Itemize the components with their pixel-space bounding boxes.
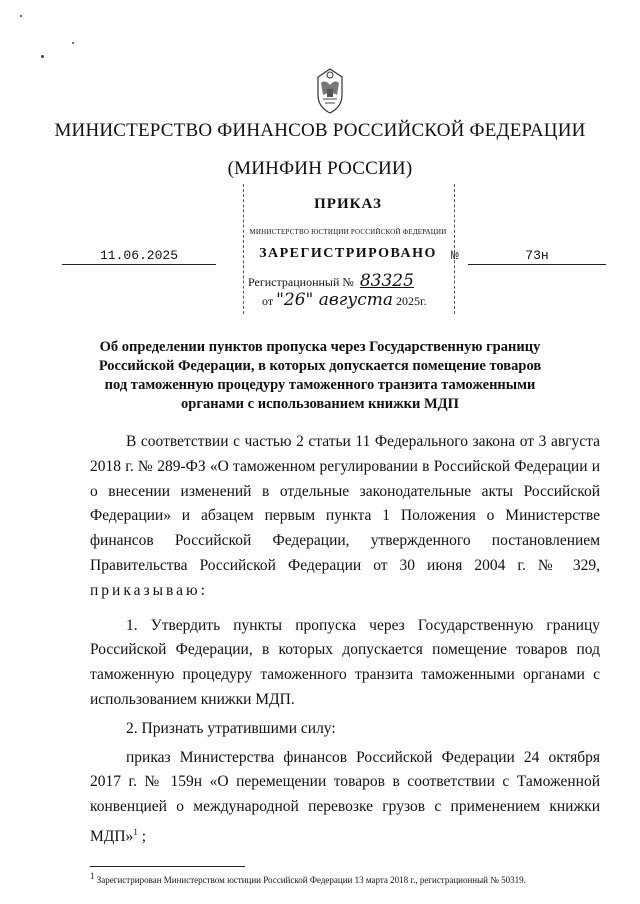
stamp-date-handwritten: "26" августа: [276, 290, 394, 310]
stamp-registration-line: [248, 271, 414, 291]
document-type: ПРИКАЗ: [314, 196, 382, 212]
document-date: 11.06.2025: [62, 248, 216, 265]
stamp-reg-number: 83325: [359, 271, 414, 291]
footnote: [90, 871, 620, 885]
footnote-ref: 1: [133, 826, 138, 837]
stamp-registered: ЗАРЕГИСТРИРОВАНО: [259, 246, 437, 261]
stamp-reg-label: Регистрационный №: [248, 275, 354, 289]
ministry-name: МИНИСТЕРСТВО ФИНАНСОВ РОССИЙСКОЙ ФЕДЕРАЦИИ: [54, 120, 586, 141]
item-2-text: [90, 746, 600, 850]
document-body: [90, 430, 600, 850]
number-label: №: [451, 248, 459, 263]
preamble-paragraph: [90, 430, 600, 604]
item-2-body: приказ Министерства финансов Российской Федерации 24 октября 2017 г. № 159н «О перемещении товаров в соответствии с Таможенной конвенцией о международной перевозке грузов с применением книжки МДП»: [90, 748, 600, 846]
footnote-mark: 1: [90, 871, 95, 881]
scan-speck: [72, 42, 74, 44]
document-title: Об определении пунктов пропуска через Государственную границу Российской Федерации, в которых допускается помещение товаров под таможенную процедуру таможенного транзита таможенными органами с использованием книжки МДП: [98, 339, 542, 412]
scan-speck: [41, 55, 44, 58]
order-word: приказываю:: [90, 581, 208, 599]
stamp-date-line: [262, 290, 427, 310]
stamp-year: 2025г.: [396, 294, 427, 308]
preamble-text: В соответствии с частью 2 статьи 11 Федерального закона от 3 августа 2018 г. № 289-ФЗ «О таможенном регулировании в Российской Федерации и о внесении изменений в отдельные законодательные акты Российской Федерации» и абзацем первым пункта 1 Положения о Министерстве финансов Российской Федерации, утвержденного постановлением Правительства Российской Федерации от 30 июня 2004 г. № 329,: [90, 433, 600, 574]
coat-of-arms-emblem: [313, 65, 347, 115]
item-2: 2. Признать утратившими силу:: [126, 719, 336, 737]
item-2-end: ;: [137, 828, 146, 846]
item-1: 1. Утвердить пункты пропуска через Государственную границу Российской Федерации, в которых допускается помещение товаров под таможенную процедуру таможенного транзита таможенными органами с использованием книжки МДП.: [90, 616, 600, 708]
scan-speck: [20, 15, 22, 17]
footnote-text: Зарегистрирован Министерством юстиции Российской Федерации 13 марта 2018 г., регистрационный № 50319.: [96, 875, 526, 885]
stamp-ministry: МИНИСТЕРСТВО ЮСТИЦИИ РОССИЙСКОЙ ФЕДЕРАЦИИ: [249, 228, 447, 236]
stamp-date-prefix: от: [262, 294, 274, 308]
ministry-short-name: (МИНФИН РОССИИ): [227, 158, 413, 179]
footnote-divider: [90, 866, 245, 867]
document-number: 73н: [468, 248, 606, 265]
